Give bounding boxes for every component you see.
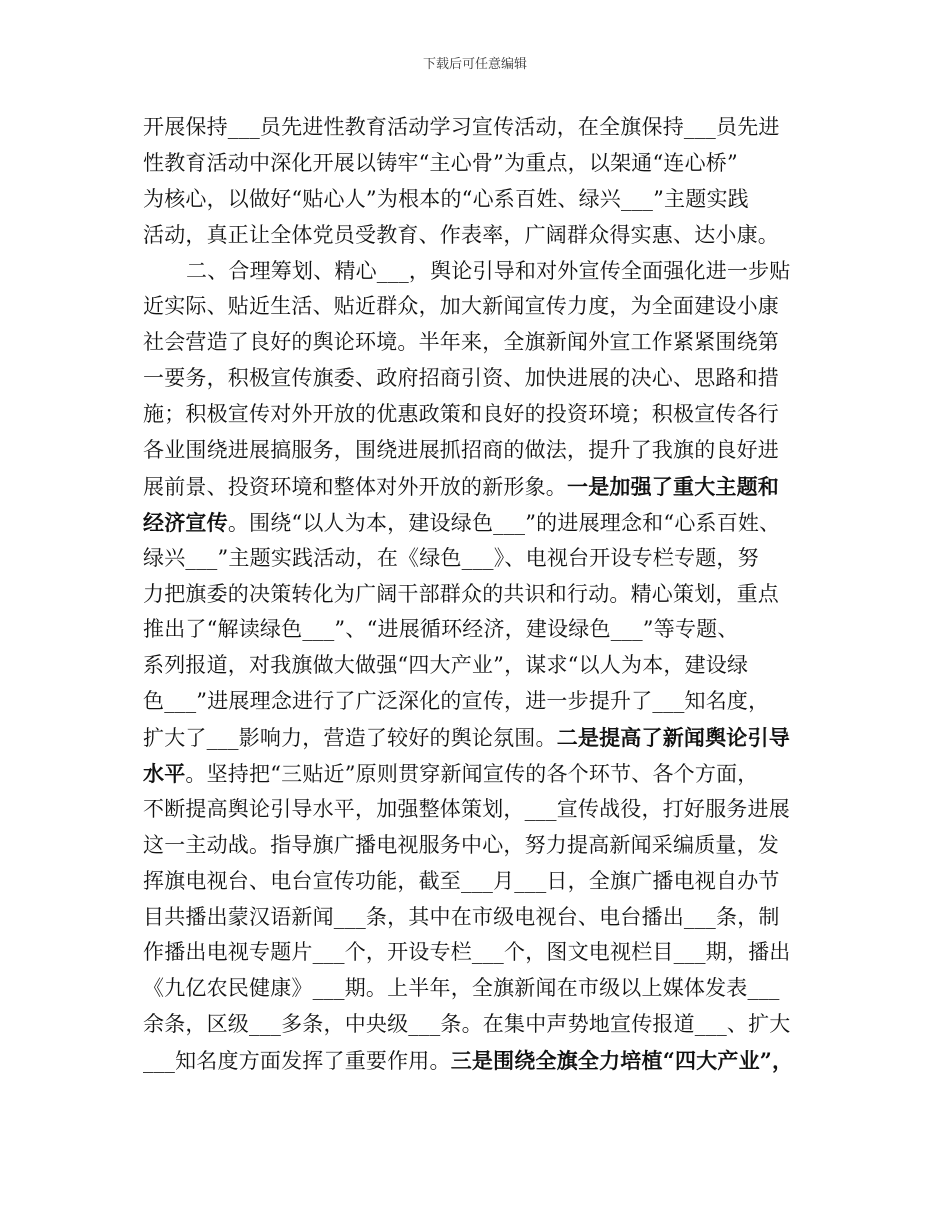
text-line — [143, 397, 823, 433]
text-segment: 色___”进展理念进行了广泛深化的宣传，进一步提升了___知名度， — [143, 689, 770, 714]
document-body — [143, 110, 823, 1079]
text-segment: 不断提高舆论引导水平，加强整体策划，___宣传战役，打好服务进展 — [143, 796, 790, 821]
text-segment: 扩大了___影响力，营造了较好的舆论氛围。 — [143, 726, 557, 751]
text-line — [143, 541, 823, 577]
text-segment: 活动，真正让全体党员受教育、作表率，广阔群众得实惠、达小康。 — [143, 222, 779, 247]
text-line — [143, 900, 823, 936]
text-segment: 《九亿农民健康》___期。上半年，全旗新闻在市级以上媒体发表___ — [143, 976, 780, 1001]
text-segment: 性教育活动中深化开展以铸牢“主心骨”为重点，以架通“连心桥” — [143, 150, 738, 175]
text-segment: 挥旗电视台、电台宣传功能，截至___月___日，全旗广播电视自办节 — [143, 868, 780, 893]
text-segment: 二、合理筹划、精心___，舆论引导和对外宣传全面强化进一步贴 — [186, 258, 791, 283]
text-line — [143, 254, 823, 290]
text-segment: 各业围绕进展搞服务，围绕进展抓招商的做法，提升了我旗的良好进 — [143, 438, 779, 463]
text-segment: 近实际、贴近生活、贴近群众，加大新闻宣传力度，为全面建设小康 — [143, 294, 779, 319]
text-line — [143, 433, 823, 469]
text-line — [143, 325, 823, 361]
text-line — [143, 612, 823, 648]
text-line — [143, 289, 823, 325]
text-segment: 推出了“解读绿色___”、“进展循环经济，建设绿色___”等专题、 — [143, 617, 739, 642]
text-segment: 开展保持___员先进性教育活动学习宣传活动，在全旗保持___员先进 — [143, 115, 780, 139]
bold-text-segment: 三是围绕全旗全力培植“四大产业”， — [450, 1048, 794, 1074]
text-segment: 。坚持把“三贴近”原则贯穿新闻宣传的各个环节、各个方面， — [185, 762, 759, 787]
text-segment: 余条，区级___多条，中央级___条。在集中声势地宣传报道___、扩大 — [143, 1012, 791, 1037]
text-segment: 为核心，以做好“贴心人”为根本的“心系百姓、绿兴___”主题实践 — [143, 186, 749, 211]
text-segment: 。围绕“以人为本，建设绿色___”的进展理念和“心系百姓、 — [227, 510, 781, 535]
text-segment: 这一主动战。指导旗广播电视服务中心，努力提高新闻采编质量，发 — [143, 832, 779, 857]
text-segment: 一要务，积极宣传旗委、政府招商引资、加快进展的决心、思路和措 — [143, 366, 779, 391]
text-line — [143, 1007, 823, 1043]
text-segment: 施；积极宣传对外开放的优惠政策和良好的投资环境；积极宣传各行 — [143, 402, 779, 427]
text-line — [143, 146, 823, 182]
text-line — [143, 756, 823, 792]
bold-text-segment: 水平 — [143, 761, 186, 787]
bold-text-segment: 经济宣传 — [143, 509, 228, 535]
text-line — [143, 1043, 823, 1079]
text-line — [143, 110, 823, 146]
text-line — [143, 720, 823, 756]
text-line — [143, 828, 823, 864]
text-segment: 力把旗委的决策转化为广阔干部群众的共识和行动。精心策划，重点 — [143, 581, 779, 606]
text-segment: 社会营造了良好的舆论环境。半年来，全旗新闻外宣工作紧紧围绕第 — [143, 330, 779, 355]
page-header: 下载后可任意编辑 — [422, 57, 527, 72]
text-segment: 系列报道，对我旗做大做强“四大产业”，谋求“以人为本，建设绿 — [143, 653, 749, 678]
text-line — [143, 971, 823, 1007]
text-line — [143, 648, 823, 684]
text-segment: 目共播出蒙汉语新闻___条，其中在市级电视台、电台播出___条，制 — [143, 904, 780, 929]
text-line — [143, 935, 823, 971]
text-segment: 绿兴___”主题实践活动，在《绿色___》、电视台开设专栏专题，努 — [143, 545, 759, 570]
text-line — [143, 864, 823, 900]
bold-text-segment: 二是提高了新闻舆论引导 — [556, 725, 790, 751]
text-line — [143, 684, 823, 720]
text-line — [143, 792, 823, 828]
text-segment: 展前景、投资环境和整体对外开放的新形象。 — [143, 474, 567, 499]
text-line — [143, 577, 823, 613]
text-line — [143, 361, 823, 397]
text-line — [143, 218, 823, 254]
text-segment: ___知名度方面发挥了重要作用。 — [143, 1049, 451, 1074]
bold-text-segment: 一是加强了重大主题和 — [567, 473, 779, 499]
text-line — [143, 505, 823, 541]
text-line — [143, 182, 823, 218]
text-segment: 作播出电视专题片___个，开设专栏___个，图文电视栏目___期，播出 — [143, 940, 791, 965]
text-line — [143, 469, 823, 505]
